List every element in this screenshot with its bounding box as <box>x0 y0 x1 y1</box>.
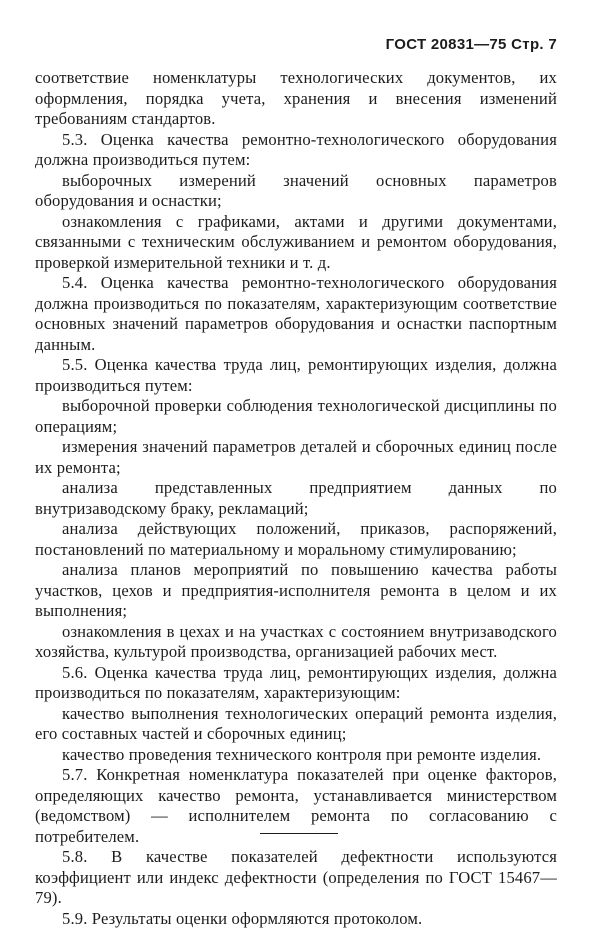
paragraph: измерения значений параметров деталей и сборочных единиц после их ремонта; <box>35 437 557 478</box>
paragraph: ознакомления в цехах и на участках с состоянием внутризаводского хозяйства, культурой производства, организацией рабочих мест. <box>35 622 557 663</box>
paragraph: 5.4. Оценка качества ремонтно-технологического оборудования должна производиться по показателям, характеризующим соответствие основных значений параметров оборудования и оснастки паспортным данным. <box>35 273 557 355</box>
paragraph: 5.6. Оценка качества труда лиц, ремонтирующих изделия, должна производиться по показателям, характеризующим: <box>35 663 557 704</box>
paragraph: 5.8. В качестве показателей дефектности используются коэффициент или индекс дефектности (определения по ГОСТ 15467—79). <box>35 847 557 909</box>
paragraph: 5.7. Конкретная номенклатура показателей при оценке факторов, определяющих качество ремонта, устанавливается министерством (ведомством) — исполнителем ремонта по согласованию с потребителем. <box>35 765 557 847</box>
paragraph: анализа действующих положений, приказов, распоряжений, постановлений по материальному и моральному стимулированию; <box>35 519 557 560</box>
body-text <box>35 68 557 929</box>
paragraph: ознакомления с графиками, актами и другими документами, связанными с техническим обслуживанием и ремонтом оборудования, проверкой измерительной техники и т. д. <box>35 212 557 274</box>
paragraph: выборочной проверки соблюдения технологической дисциплины по операциям; <box>35 396 557 437</box>
paragraph: 5.5. Оценка качества труда лиц, ремонтирующих изделия, должна производиться путем: <box>35 355 557 396</box>
paragraph: 5.9. Результаты оценки оформляются протоколом. <box>35 909 557 929</box>
paragraph: соответствие номенклатуры технологических документов, их оформления, порядка учета, хранения и внесения изменений требованиям стандартов. <box>35 68 557 130</box>
page-header: ГОСТ 20831—75 Стр. 7 <box>386 36 557 53</box>
end-of-text-rule <box>260 833 338 834</box>
paragraph: 5.3. Оценка качества ремонтно-технологического оборудования должна производиться путем: <box>35 130 557 171</box>
paragraph: качество выполнения технологических операций ремонта изделия, его составных частей и сборочных единиц; <box>35 704 557 745</box>
paragraph: анализа представленных предприятием данных по внутризаводскому браку, рекламаций; <box>35 478 557 519</box>
paragraph: анализа планов мероприятий по повышению качества работы участков, цехов и предприятия-исполнителя ремонта в целом и их выполнения; <box>35 560 557 622</box>
paragraph: качество проведения технического контроля при ремонте изделия. <box>35 745 557 766</box>
paragraph: выборочных измерений значений основных параметров оборудования и оснастки; <box>35 171 557 212</box>
